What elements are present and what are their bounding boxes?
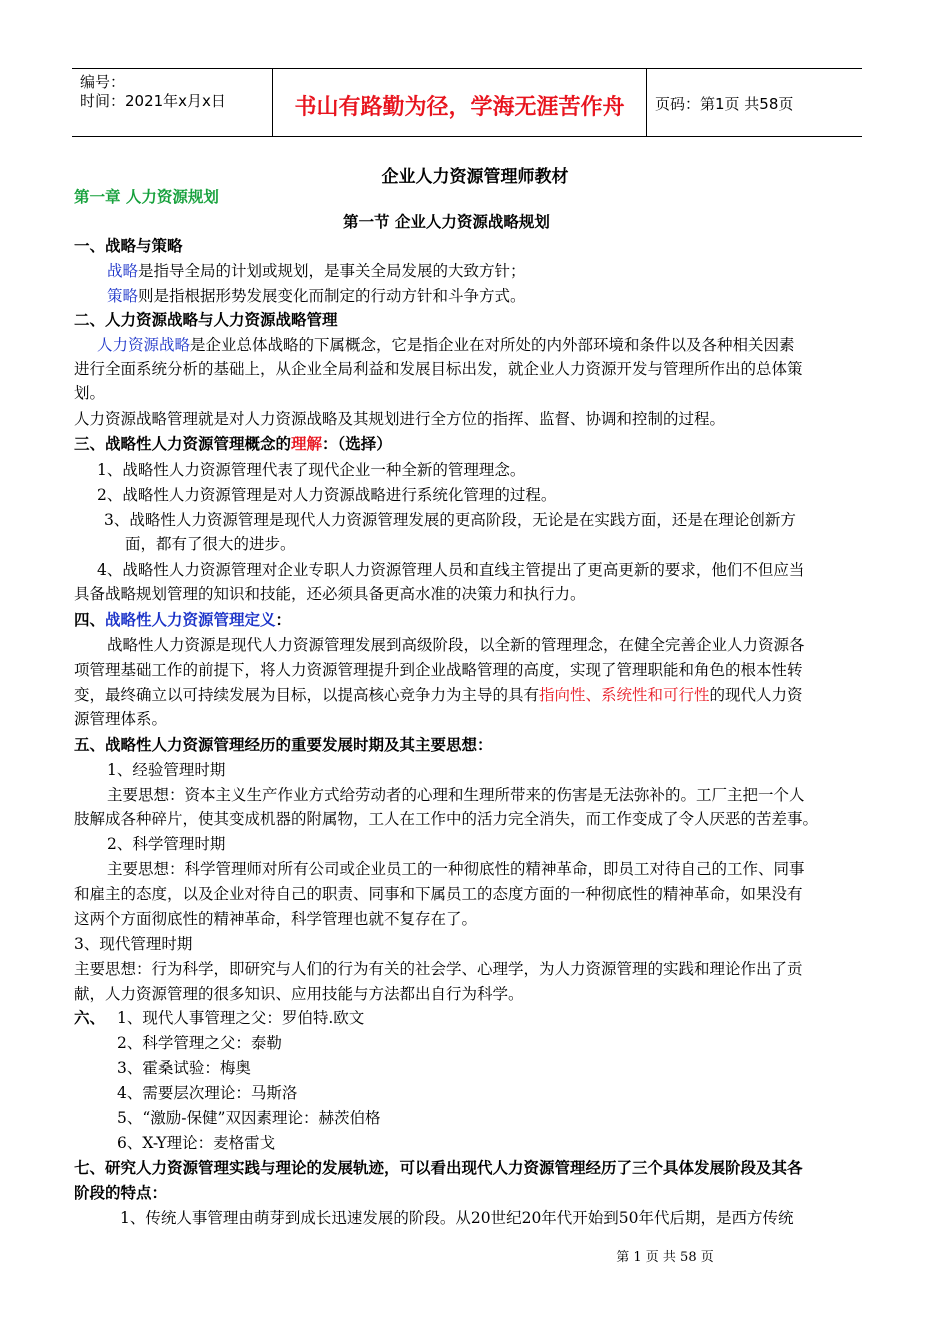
text: 四、 — [74, 610, 106, 629]
term-tactics: 策略 — [107, 287, 139, 305]
text: 变，最终确立以可持续发展为目标，以提高核心竞争力为主导的具有 — [74, 686, 540, 704]
para-tactics — [107, 285, 526, 307]
heading-7-cont: 阶段的特点： — [74, 1183, 168, 1202]
list-item: 2、战略性人力资源管理是对人力资源战略进行系统化管理的过程。 — [97, 486, 557, 504]
text: 是指导全局的计划或规划，是事关全局发展的大致方针； — [138, 262, 526, 280]
list-item-cont: 具备战略规划管理的知识和技能，还必须具备更高水准的决策力和执行力。 — [74, 585, 586, 603]
list-item: 6、X-Y理论：麦格雷戈 — [117, 1134, 276, 1152]
heading-5: 五、战略性人力资源管理经历的重要发展时期及其主要思想： — [74, 735, 493, 754]
list-item: 1、传统人事管理由萌芽到成长迅速发展的阶段。从20世纪20年代开始到50年代后期，是西方传统 — [120, 1209, 794, 1227]
period-title: 1、经验管理时期 — [107, 761, 226, 779]
para-definition-2: 项管理基础工作的前提下，将人力资源管理提升到企业战略管理的高度，实现了管理职能和角色的根本性转 — [74, 661, 803, 679]
period-title: 3、现代管理时期 — [74, 935, 193, 953]
serial-label: 编号： — [80, 73, 126, 91]
text: 三、战略性人力资源管理概念的 — [74, 434, 292, 453]
list-item: 3、战略性人力资源管理是现代人力资源管理发展的更高阶段，无论是在实践方面，还是在理论创新方 — [104, 511, 796, 529]
period-text: 主要思想：资本主义生产作业方式给劳动者的心理和生理所带来的伤害是无法弥补的。工厂主把一个人 — [107, 786, 805, 804]
para-definition-3 — [74, 684, 803, 706]
period-text: 肢解成各种碎片，使其变成机器的附属物，工人在工作中的活力完全消失，而工作变成了令人厌恶的苦差事。 — [74, 810, 819, 828]
term-understanding: 理解 — [291, 434, 323, 453]
page-footer: 第 1 页 共 58 页 — [616, 1250, 714, 1265]
motto: 书山有路勤为径，学海无涯苦作舟 — [294, 95, 625, 120]
para-hr-strategy-1 — [97, 334, 795, 356]
para-hr-strategy-2: 进行全面系统分析的基础上，从企业全局利益和发展目标出发，就企业人力资源开发与管理所作出的总体策 — [74, 360, 803, 378]
heading-4 — [74, 609, 291, 631]
text: ： — [275, 610, 292, 629]
text: 的现代人力资 — [709, 686, 803, 704]
text: 是企业总体战略的下属概念，它是指企业在对所处的内外部环境和条件以及各种相关因素 — [190, 336, 795, 354]
list-item-cont: 面，都有了很大的进步。 — [125, 535, 296, 553]
section-heading: 第一节 企业人力资源战略规划 — [343, 212, 550, 231]
text: 则是指根据形势发展变化而制定的行动方针和斗争方式。 — [138, 287, 526, 305]
period-text: 主要思想：科学管理师对所有公司或企业员工的一种彻底性的精神革命，即员工对待自己的工作、同事 — [107, 860, 805, 878]
header-right-cell — [647, 69, 862, 136]
heading-2: 二、人力资源战略与人力资源战略管理 — [74, 310, 338, 329]
list-item: 5、“激励-保健”双因素理论：赫茨伯格 — [117, 1109, 381, 1127]
heading-6: 六、 — [74, 1008, 106, 1027]
period-title: 2、科学管理时期 — [107, 835, 226, 853]
text: ：（选择） — [322, 434, 392, 453]
para-strategy — [107, 260, 526, 282]
page-info: 页码：第1页 共58页 — [655, 95, 794, 113]
list-item: 1、现代人事管理之父：罗伯特.欧文 — [117, 1009, 365, 1027]
heading-3 — [74, 433, 392, 455]
chapter-heading: 第一章 人力资源规划 — [74, 187, 219, 206]
time-label: 时间：2021年x月x日 — [80, 92, 226, 110]
heading-1: 一、战略与策略 — [74, 236, 183, 255]
period-text: 主要思想：行为科学，即研究与人们的行为有关的社会学、心理学，为人力资源管理的实践和理论作出了贡 — [74, 960, 803, 978]
period-text: 献，人力资源管理的很多知识、应用技能与方法都出自行为科学。 — [74, 985, 524, 1003]
page-header — [72, 68, 862, 137]
list-item: 2、科学管理之父：泰勒 — [117, 1034, 282, 1052]
list-item: 4、需要层次理论：马斯洛 — [117, 1084, 298, 1102]
term-properties: 指向性、系统性和可行性 — [539, 686, 710, 704]
para-definition-4: 源管理体系。 — [74, 710, 168, 728]
document-title: 企业人力资源管理师教材 — [381, 167, 569, 187]
para-definition-1: 战略性人力资源是现代人力资源管理发展到高级阶段，以全新的管理理念，在健全完善企业人力资源各 — [107, 636, 805, 654]
term-hr-strategy: 人力资源战略 — [97, 336, 191, 354]
header-motto-cell — [272, 69, 647, 136]
header-left-cell — [72, 69, 272, 136]
term-strategy: 战略 — [107, 262, 139, 280]
list-item: 1、战略性人力资源管理代表了现代企业一种全新的管理理念。 — [97, 461, 526, 479]
para-hr-strategy-mgmt: 人力资源战略管理就是对人力资源战略及其规划进行全方位的指挥、监督、协调和控制的过程。 — [74, 410, 726, 428]
list-item: 3、霍桑试验：梅奥 — [117, 1059, 251, 1077]
period-text: 和雇主的态度，以及企业对待自己的职责、同事和下属员工的态度方面的一种彻底性的精神革命，如果没有 — [74, 885, 803, 903]
heading-7: 七、研究人力资源管理实践与理论的发展轨迹，可以看出现代人力资源管理经历了三个具体发展阶段及其各 — [74, 1158, 803, 1177]
term-definition: 战略性人力资源管理定义 — [105, 610, 276, 629]
para-hr-strategy-3: 划。 — [74, 384, 106, 402]
period-text: 这两个方面彻底性的精神革命，科学管理也就不复存在了。 — [74, 910, 478, 928]
list-item: 4、战略性人力资源管理对企业专职人力资源管理人员和直线主管提出了更高更新的要求，他们不但应当 — [97, 561, 805, 579]
